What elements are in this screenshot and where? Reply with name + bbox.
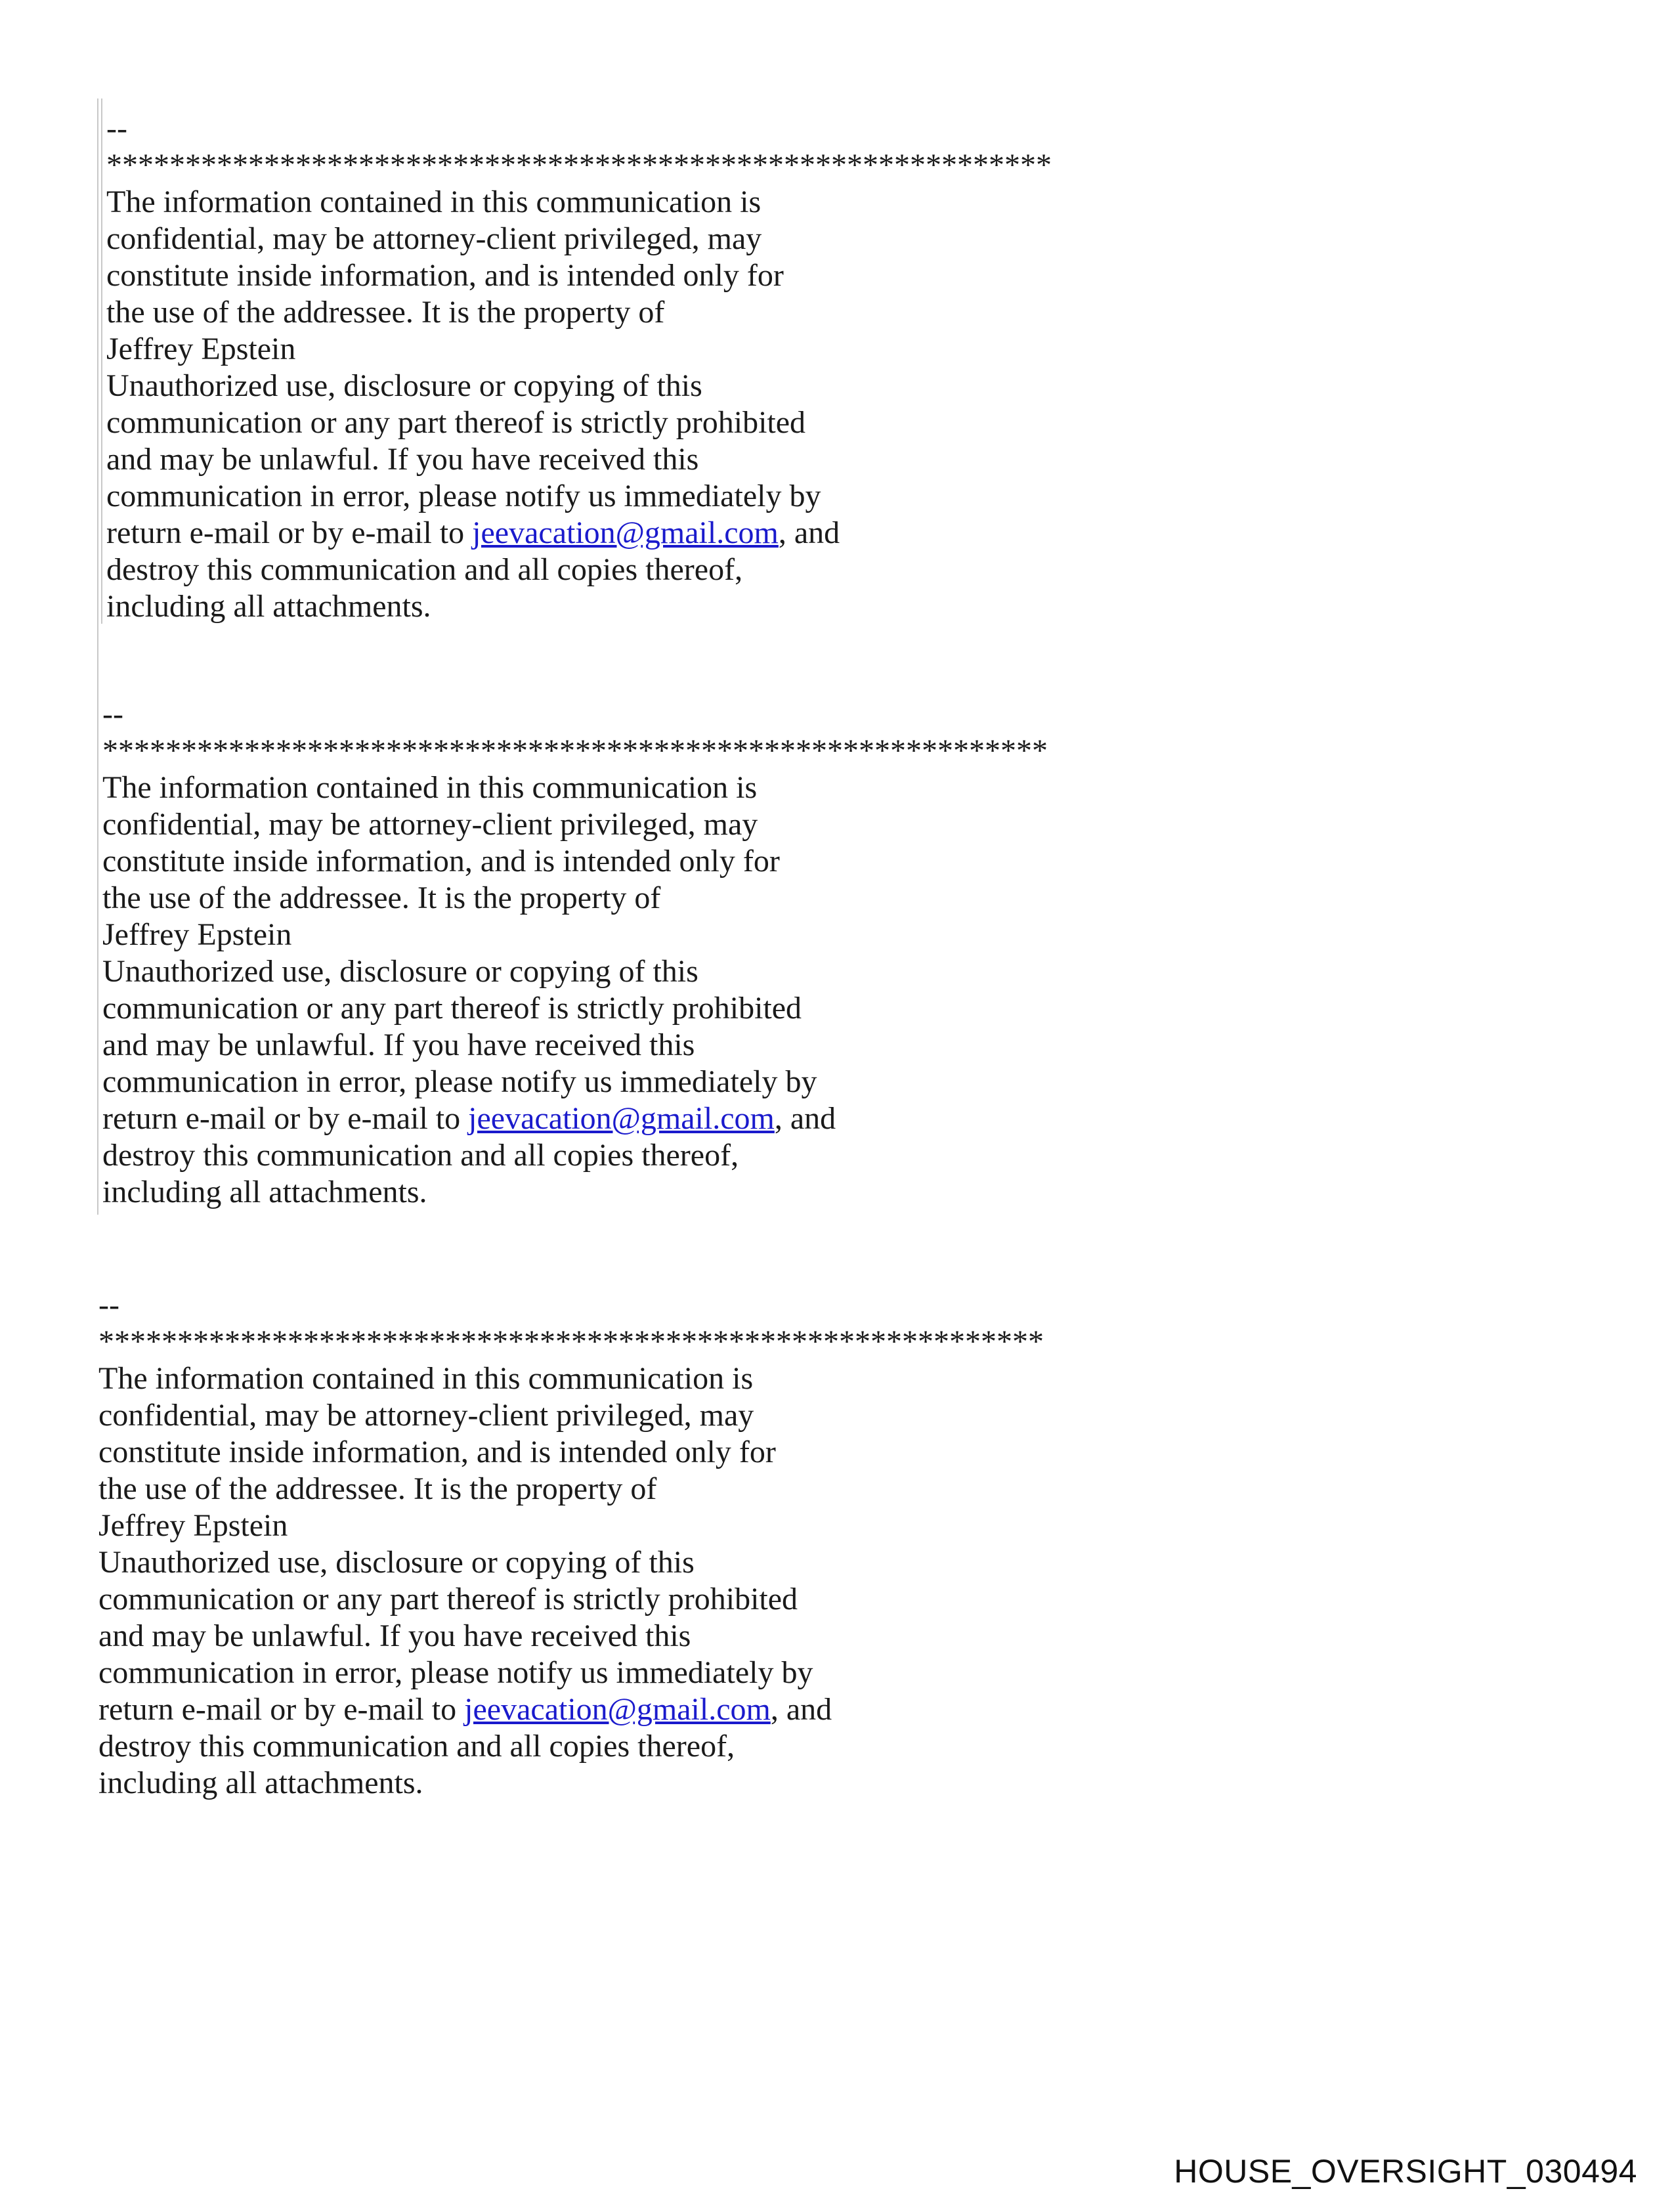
disclaimer-line: communication in error, please notify us immediately by bbox=[102, 1064, 817, 1099]
quote-bar-outer bbox=[97, 98, 98, 1215]
document-id: HOUSE_OVERSIGHT_030494 bbox=[1174, 2153, 1637, 2190]
disclaimer-line: the use of the addressee. It is the property of bbox=[102, 880, 661, 915]
disclaimer-line: constitute inside information, and is intended only for bbox=[98, 1435, 776, 1469]
disclaimer-line: confidential, may be attorney-client privileged, may bbox=[106, 221, 762, 256]
separator-dashes: -- bbox=[98, 1288, 119, 1322]
disclaimer-line: including all attachments. bbox=[98, 1766, 423, 1800]
disclaimer-line: including all attachments. bbox=[102, 1175, 427, 1209]
disclaimer-line: and may be unlawful. If you have received this bbox=[102, 1028, 695, 1062]
separator-dashes: -- bbox=[102, 697, 123, 731]
email-prefix: return e-mail or by e-mail to bbox=[102, 1101, 469, 1136]
disclaimer-line: and may be unlawful. If you have received this bbox=[98, 1618, 691, 1653]
disclaimer-line: Unauthorized use, disclosure or copying of this bbox=[106, 368, 702, 403]
email-prefix: return e-mail or by e-mail to bbox=[106, 515, 473, 550]
disclaimer-line: the use of the addressee. It is the property of bbox=[106, 295, 665, 330]
separator-stars: ************************************************************ bbox=[106, 148, 1052, 183]
disclaimer-email-line bbox=[102, 1100, 1048, 1137]
disclaimer-line: confidential, may be attorney-client privileged, may bbox=[98, 1398, 754, 1433]
email-link[interactable]: jeevacation@gmail.com bbox=[468, 1101, 775, 1136]
disclaimer-line: including all attachments. bbox=[106, 589, 431, 624]
email-suffix: , and bbox=[770, 1692, 832, 1727]
email-suffix: , and bbox=[774, 1101, 836, 1136]
disclaimer-block-2 bbox=[102, 696, 1048, 1211]
disclaimer-line: destroy this communication and all copies thereof, bbox=[106, 552, 743, 587]
disclaimer-line: destroy this communication and all copies thereof, bbox=[98, 1729, 735, 1764]
email-link[interactable]: jeevacation@gmail.com bbox=[464, 1692, 771, 1727]
disclaimer-line: communication or any part thereof is strictly prohibited bbox=[102, 991, 802, 1026]
disclaimer-line: communication in error, please notify us immediately by bbox=[98, 1655, 813, 1690]
disclaimer-line: communication or any part thereof is strictly prohibited bbox=[106, 405, 806, 440]
disclaimer-email-line bbox=[98, 1691, 1044, 1728]
disclaimer-line: Jeffrey Epstein bbox=[106, 332, 296, 366]
separator-stars: ************************************************************ bbox=[102, 733, 1048, 768]
email-suffix: , and bbox=[778, 515, 840, 550]
disclaimer-line: the use of the addressee. It is the property of bbox=[98, 1471, 657, 1506]
disclaimer-block-1 bbox=[106, 110, 1052, 625]
separator-dashes: -- bbox=[106, 111, 127, 146]
disclaimer-line: Unauthorized use, disclosure or copying of this bbox=[102, 954, 698, 989]
quote-bar-inner bbox=[101, 98, 102, 624]
disclaimer-line: confidential, may be attorney-client privileged, may bbox=[102, 807, 758, 842]
disclaimer-line: Jeffrey Epstein bbox=[98, 1508, 288, 1543]
disclaimer-block-3 bbox=[98, 1287, 1044, 1802]
disclaimer-line: Unauthorized use, disclosure or copying of this bbox=[98, 1545, 695, 1580]
disclaimer-line: communication in error, please notify us immediately by bbox=[106, 479, 821, 513]
disclaimer-line: communication or any part thereof is strictly prohibited bbox=[98, 1582, 798, 1616]
email-link[interactable]: jeevacation@gmail.com bbox=[472, 515, 779, 550]
disclaimer-line: destroy this communication and all copies thereof, bbox=[102, 1138, 739, 1173]
disclaimer-line: The information contained in this communication is bbox=[106, 184, 762, 219]
disclaimer-line: Jeffrey Epstein bbox=[102, 917, 292, 952]
disclaimer-line: constitute inside information, and is intended only for bbox=[102, 844, 780, 878]
disclaimer-line: constitute inside information, and is intended only for bbox=[106, 258, 784, 293]
disclaimer-line: The information contained in this communication is bbox=[102, 770, 758, 805]
disclaimer-line: The information contained in this communication is bbox=[98, 1361, 754, 1396]
disclaimer-email-line bbox=[106, 515, 1052, 552]
separator-stars: ************************************************************ bbox=[98, 1324, 1044, 1359]
disclaimer-line: and may be unlawful. If you have received this bbox=[106, 442, 699, 477]
email-prefix: return e-mail or by e-mail to bbox=[98, 1692, 465, 1727]
